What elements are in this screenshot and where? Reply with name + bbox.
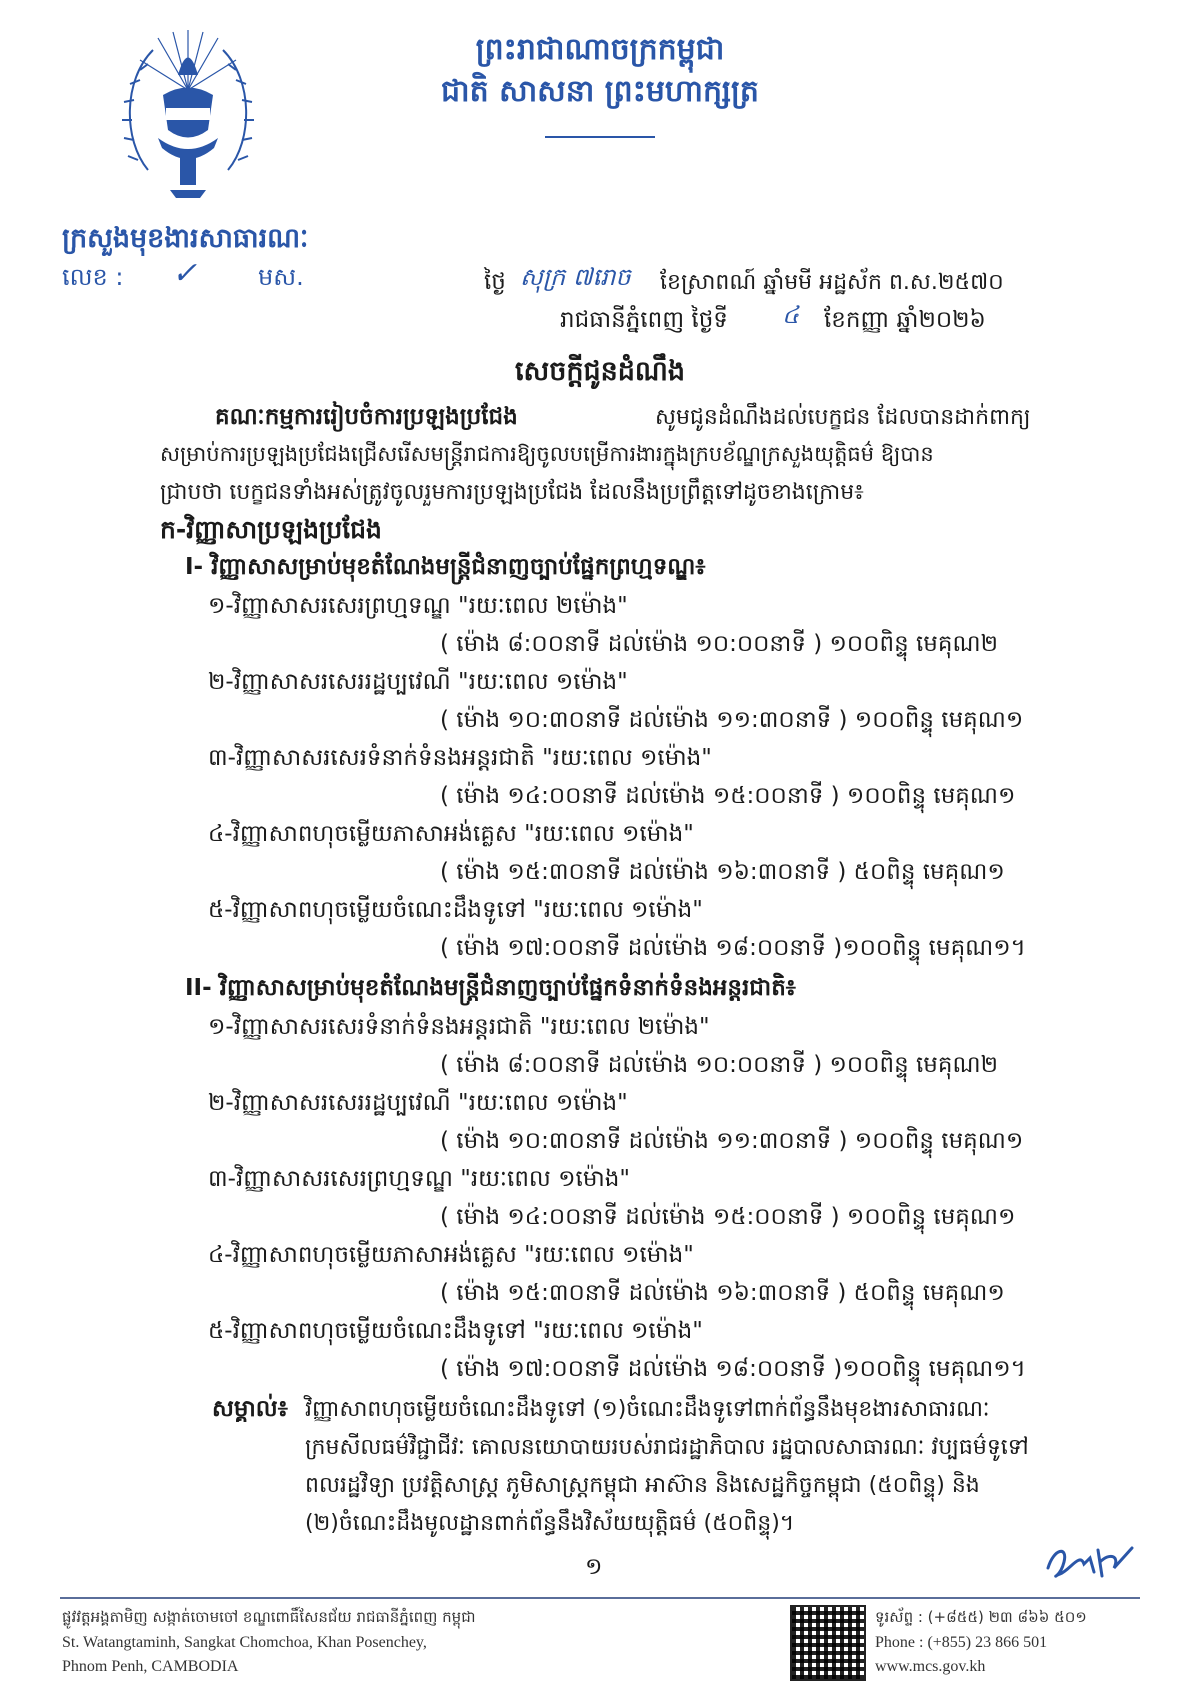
exam-subject: ៥-វិញ្ញាសាពហុចម្លើយចំណេះដឹងទូទៅ "រយៈពេល ១ម៉ោង" — [208, 1318, 703, 1344]
signature-initials — [1040, 1538, 1140, 1590]
note-label: សម្គាល់៖ — [212, 1396, 288, 1422]
footer-phone-kh: ទូរស័ព្ទ : (+៨៥៥) ២៣ ៨៦៦ ៥០១ — [875, 1608, 1087, 1626]
committee-name: គណៈកម្មការរៀបចំការប្រឡងប្រជែង — [215, 404, 518, 430]
exam-subject: ២-វិញ្ញាសាសរសេររដ្ឋប្បវេណី "រយៈពេល ១ម៉ោង" — [208, 1090, 628, 1116]
group-1-heading: I- វិញ្ញាសាសម្រាប់មុខតំណែងមន្ត្រីជំនាញច្បាប់ផ្នែកព្រហ្មទណ្ឌ៖ — [185, 554, 706, 580]
intro-line-2: សម្រាប់ការប្រឡងប្រជែងជ្រើសរើសមន្ត្រីរាជការឱ្យចូលបម្រើការងារក្នុងក្របខ័ណ្ឌក្រសួងយុត្តិធម៌ ឱ្យបាន — [160, 442, 934, 466]
reference-label: លេខ : — [62, 263, 124, 291]
intro-line-3: ជ្រាបថា បេក្ខជនទាំងអស់ត្រូវចូលរួមការប្រឡងប្រជែង ដែលនឹងប្រព្រឹត្តទៅដូចខាងក្រោម៖ — [160, 480, 864, 505]
exam-schedule: ( ម៉ោង ១៥:៣០នាទី ដល់ម៉ោង ១៦:៣០នាទី ) ៥០ពិន្ទុ មេគុណ១ — [440, 1280, 1005, 1306]
solar-date-prefix: រាជធានីភ្នំពេញ ថ្ងៃទី — [560, 307, 728, 333]
exam-schedule: ( ម៉ោង ១៥:៣០នាទី ដល់ម៉ោង ១៦:៣០នាទី ) ៥០ពិន្ទុ មេគុណ១ — [440, 859, 1005, 885]
document-title: សេចក្តីជូនដំណឹង — [514, 356, 686, 387]
exam-schedule: ( ម៉ោង ១០:៣០នាទី ដល់ម៉ោង ១១:៣០នាទី ) ១០០ពិន្ទុ មេគុណ១ — [440, 1128, 1024, 1154]
section-a-heading: ក-វិញ្ញាសាប្រឡងប្រជែង — [160, 515, 382, 544]
solar-date-day: ៤ — [782, 301, 799, 329]
note-line-2: ក្រមសីលធម៌វិជ្ជាជីវៈ គោលនយោបាយរបស់រាជរដ្ឋាភិបាល រដ្ឋបាលសាធារណៈ វប្បធម៌ទូទៅ — [305, 1435, 1029, 1460]
intro-line-1: សូមជូនដំណឹងដល់បេក្ខជន ដែលបានដាក់ពាក្យ — [655, 405, 1031, 430]
exam-schedule: ( ម៉ោង ៨:០០នាទី ដល់ម៉ោង ១០:០០នាទី ) ១០០ពិន្ទុ មេគុណ២ — [440, 631, 998, 657]
exam-schedule: ( ម៉ោង ៨:០០នាទី ដល់ម៉ោង ១០:០០នាទី ) ១០០ពិន្ទុ មេគុណ២ — [440, 1052, 998, 1078]
exam-subject: ៣-វិញ្ញាសាសរសេរទំនាក់ទំនងអន្តរជាតិ "រយៈពេល ១ម៉ោង" — [208, 745, 712, 771]
footer-address-kh: ផ្លូវវត្តអង្គតាមិញ សង្កាត់ចោមចៅ ខណ្ឌពោធិ៍សែនជ័យ រាជធានីភ្នំពេញ កម្ពុជា — [62, 1608, 476, 1626]
exam-subject: ៥-វិញ្ញាសាពហុចម្លើយចំណេះដឹងទូទៅ "រយៈពេល ១ម៉ោង" — [208, 897, 703, 923]
national-motto: ជាតិ សាសនា ព្រះមហាក្សត្រ — [441, 74, 759, 109]
ministry-emblem — [118, 20, 258, 215]
footer-address-en-2: Phnom Penh, CAMBODIA — [62, 1658, 239, 1675]
page-number: ១ — [585, 1554, 603, 1580]
emblem-icon — [118, 20, 258, 215]
exam-subject: ៤-វិញ្ញាសាពហុចម្លើយភាសាអង់គ្លេស "រយៈពេល ១ម៉ោង" — [208, 821, 694, 847]
exam-subject: ៤-វិញ្ញាសាពហុចម្លើយភាសាអង់គ្លេស "រយៈពេល ១ម៉ោង" — [208, 1242, 694, 1268]
note-line-4: (២)ចំណេះដឹងមូលដ្ឋានពាក់ព័ន្ធនឹងវិស័យយុត្តិធម៌ (៥០ពិន្ទុ)។ — [305, 1511, 795, 1536]
reference-handwritten-mark: ✓ — [172, 256, 198, 291]
exam-schedule: ( ម៉ោង ១៧:០០នាទី ដល់ម៉ោង ១៨:០០នាទី )១០០ពិន្ទុ មេគុណ១។ — [440, 1356, 1026, 1382]
exam-subject: ១-វិញ្ញាសាសរសេរព្រហ្មទណ្ឌ "រយៈពេល ២ម៉ោង" — [208, 593, 628, 619]
footer-divider — [60, 1597, 1140, 1599]
ministry-name: ក្រសួងមុខងារសាធារណៈ — [62, 223, 309, 254]
footer-phone-en: Phone : (+855) 23 866 501 — [875, 1634, 1048, 1651]
qr-code-icon — [790, 1605, 866, 1681]
exam-subject: ២-វិញ្ញាសាសរសេររដ្ឋប្បវេណី "រយៈពេល ១ម៉ោង" — [208, 669, 628, 695]
exam-schedule: ( ម៉ោង ១៤:០០នាទី ដល់ម៉ោង ១៥:០០នាទី ) ១០០ពិន្ទុ មេគុណ១ — [440, 783, 1016, 809]
note-line-3: ពលរដ្ឋវិទ្យា ប្រវត្តិសាស្ត្រ ភូមិសាស្ត្រកម្ពុជា អាស៊ាន និងសេដ្ឋកិច្ចកម្ពុជា (៥០ពិន្ទុ) និង — [305, 1473, 980, 1498]
lunar-date-prefix: ថ្ងៃ — [484, 269, 506, 295]
footer-website[interactable]: www.mcs.gov.kh — [875, 1658, 986, 1675]
kingdom-title: ព្រះរាជាណាចក្រកម្ពុជា — [475, 32, 725, 67]
lunar-date: ខែស្រាពណ៍ ឆ្នាំមមី អដ្ឋស័ក ព.ស.២៥៧០ — [660, 270, 1004, 295]
footer-address-en-1: St. Watangtaminh, Sangkat Chomchoa, Khan Posenchey, — [62, 1634, 427, 1651]
group-2-heading: II- វិញ្ញាសាសម្រាប់មុខតំណែងមន្ត្រីជំនាញច្បាប់ផ្នែកទំនាក់ទំនងអន្តរជាតិ៖ — [185, 975, 796, 1001]
exam-schedule: ( ម៉ោង ១០:៣០នាទី ដល់ម៉ោង ១១:៣០នាទី ) ១០០ពិន្ទុ មេគុណ១ — [440, 707, 1024, 733]
solar-date: ខែកញ្ញា ឆ្នាំ២០២៦ — [824, 307, 986, 333]
reference-suffix: មស. — [258, 263, 304, 291]
exam-schedule: ( ម៉ោង ១៧:០០នាទី ដល់ម៉ោង ១៨:០០នាទី )១០០ពិន្ទុ មេគុណ១។ — [440, 935, 1026, 961]
lunar-date-handwritten: សុក្រ ៧រោច — [520, 263, 631, 291]
exam-subject: ៣-វិញ្ញាសាសរសេរព្រហ្មទណ្ឌ "រយៈពេល ១ម៉ោង" — [208, 1166, 630, 1192]
exam-schedule: ( ម៉ោង ១៤:០០នាទី ដល់ម៉ោង ១៥:០០នាទី ) ១០០ពិន្ទុ មេគុណ១ — [440, 1204, 1016, 1230]
note-line-1: វិញ្ញាសាពហុចម្លើយចំណេះដឹងទូទៅ (១)ចំណេះដឹងទូទៅពាក់ព័ន្ធនឹងមុខងារសាធារណៈ — [305, 1397, 990, 1422]
header-divider — [545, 136, 655, 138]
exam-subject: ១-វិញ្ញាសាសរសេរទំនាក់ទំនងអន្តរជាតិ "រយៈពេល ២ម៉ោង" — [208, 1014, 710, 1040]
